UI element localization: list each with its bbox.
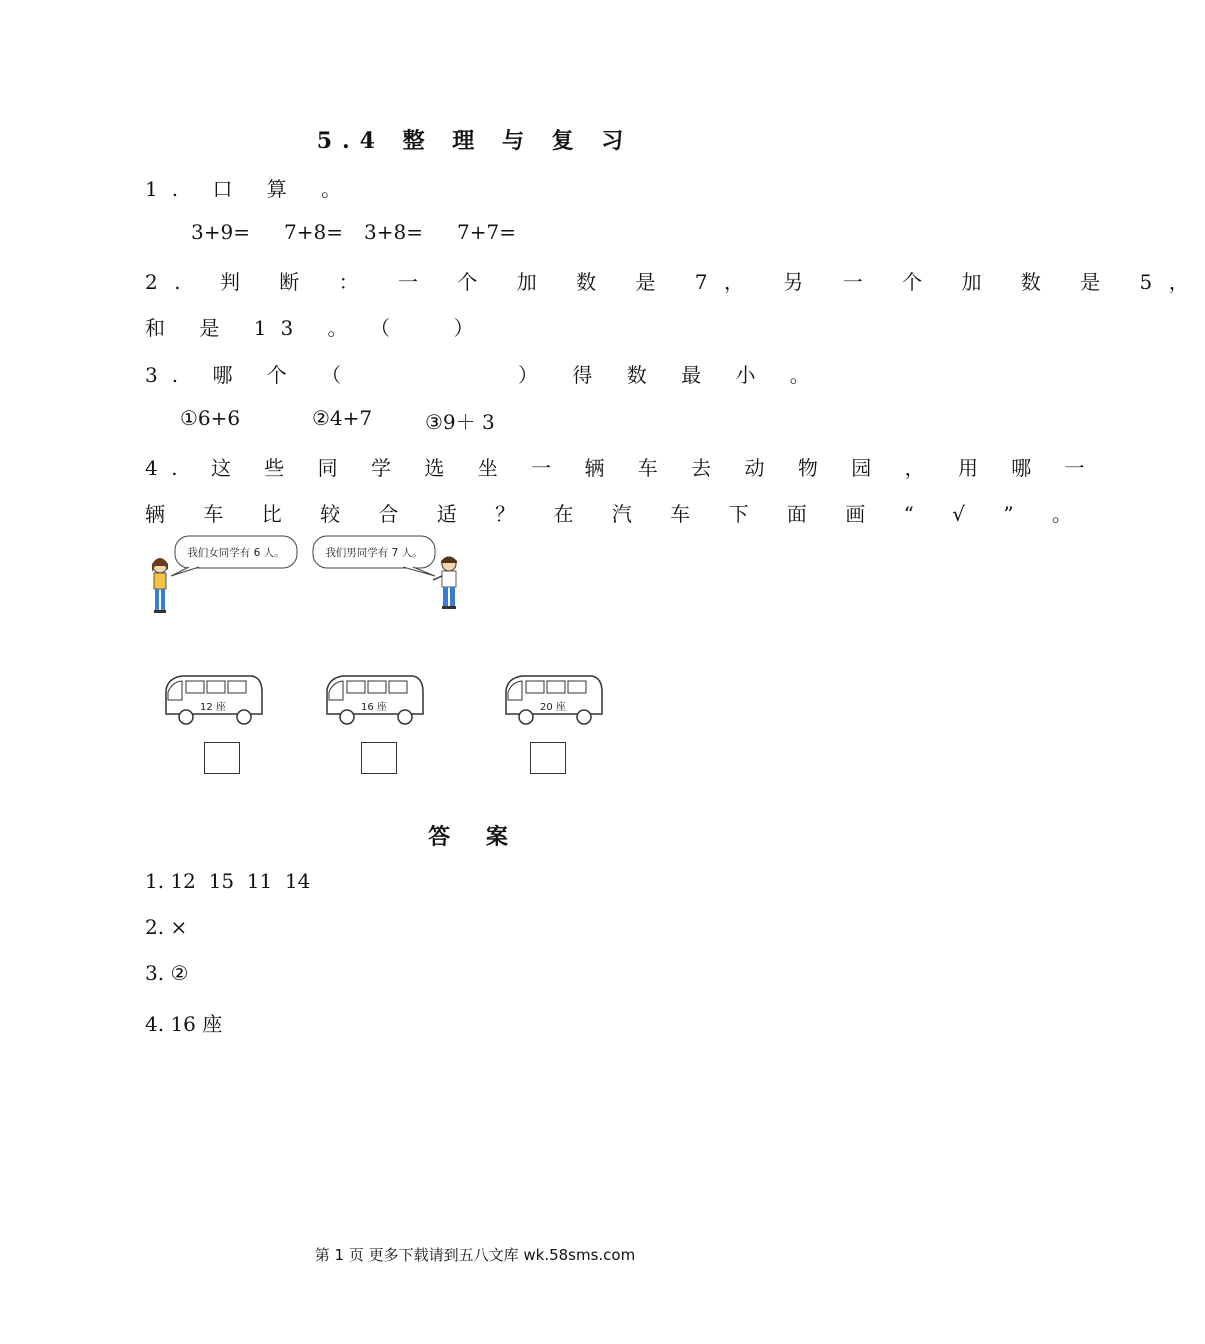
q2-answer-paren: （ ）	[370, 316, 474, 340]
q2-line1: 2. 判 断 ： 一 个 加 数 是 7， 另 一 个 加 数 是 5，	[145, 270, 1205, 294]
q3-option-3: ③9＋ 3	[425, 410, 495, 434]
bus-20-seat	[500, 670, 605, 730]
calc-item-4: 7+7=	[457, 220, 516, 244]
answer-1: 1. 12 15 11 14	[145, 869, 311, 893]
q3-option-2: ②4+7	[312, 406, 373, 430]
bus-label: 20 座	[540, 702, 566, 713]
bus-16-seat	[321, 670, 426, 730]
calc-item-1: 3+9=	[191, 220, 250, 244]
children-scene	[143, 530, 473, 620]
calc-item-3: 3+8=	[364, 220, 423, 244]
answer-3: 3. ②	[145, 961, 189, 985]
boy-speech-text: 我们男同学有 7 人。	[325, 547, 423, 559]
q4-line1: 4. 这 些 同 学 选 坐 一 辆 车 去 动 物 园 ， 用 哪 一	[145, 456, 1099, 480]
girl-speech-text: 我们女同学有 6 人。	[187, 547, 285, 559]
answer-2: 2. ×	[145, 915, 188, 939]
q3-option-1: ①6+6	[180, 406, 241, 430]
calc-item-2: 7+8=	[284, 220, 343, 244]
q1-label: 1. 口 算 。	[145, 177, 356, 201]
q2-line2: 和 是 13 。	[145, 316, 362, 340]
answer-box-bus-12[interactable]	[204, 742, 240, 774]
girl-figure	[152, 558, 168, 613]
answer-box-bus-20[interactable]	[530, 742, 566, 774]
answer-4: 4. 16 座	[145, 1012, 223, 1036]
answer-box-bus-16[interactable]	[361, 742, 397, 774]
bus-12-seat	[160, 670, 265, 730]
boy-figure	[433, 557, 457, 610]
page-title: 5.4 整 理 与 复 习	[316, 128, 634, 154]
bus-label: 16 座	[361, 702, 387, 713]
q3-line: 3. 哪 个 （ ） 得 数 最 小 。	[145, 363, 824, 387]
q4-line2: 辆 车 比 较 合 适 ？ 在 汽 车 下 面 画 “ √ ” 。	[145, 502, 1088, 526]
bus-label: 12 座	[200, 702, 226, 713]
page-footer: 第 1 页 更多下载请到五八文库 wk.58sms.com	[314, 1246, 636, 1264]
answers-title: 答 案	[428, 824, 522, 850]
